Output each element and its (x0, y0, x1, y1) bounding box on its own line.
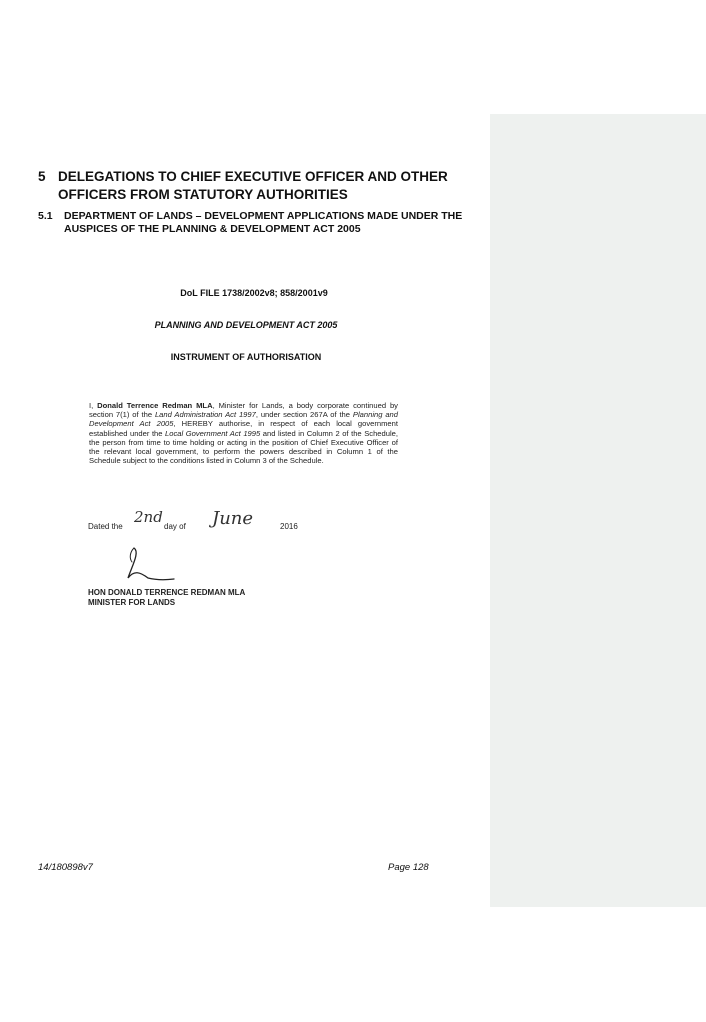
section-title: DELEGATIONS TO CHIEF EXECUTIVE OFFICER AND OTHER OFFICERS FROM STATUTORY AUTHORITIES (58, 169, 448, 202)
body-text: , HEREBY authorise, in respect of each local government established under the (89, 419, 398, 438)
subsection-title: DEPARTMENT OF LANDS – DEVELOPMENT APPLICATIONS MADE UNDER THE AUSPICES OF THE PLANNING & DEVELOPMENT ACT 2005 (64, 210, 463, 235)
signatory-title: MINISTER FOR LANDS (88, 598, 176, 607)
act-reference: Land Administration Act 1997 (154, 410, 256, 420)
signatory-block (88, 588, 245, 608)
instrument-title: INSTRUMENT OF AUTHORISATION (170, 352, 322, 362)
scanned-instrument (86, 282, 406, 622)
comment-pane (490, 114, 706, 907)
file-reference: DoL FILE 1738/2002v8; 858/2001v9 (180, 288, 328, 298)
body-text: , Minister for Lands, a body corporate continued by section 7(1) of the (89, 401, 398, 420)
act-reference: Local Government Act 1995 (165, 428, 261, 438)
subsection-number: 5.1 (38, 210, 53, 222)
body-text: and listed in Column 2 of the Schedule, the person from time to time holding or acting in the position of Chief Executive Officer of the relevant local government, to perform the powers described in Column 1 of the Schedule subject to the conditions listed in Column 3 of the Schedule. (89, 428, 398, 466)
signature-icon (126, 544, 176, 584)
section-heading (38, 168, 458, 204)
act-title: PLANNING AND DEVELOPMENT ACT 2005 (154, 320, 338, 330)
minister-name: Donald Terrence Redman MLA (97, 401, 213, 410)
body-text: , under section 267A of the (255, 410, 353, 420)
authorisation-paragraph (89, 401, 398, 465)
footer-doc-ref: 14/180898v7 (38, 862, 93, 873)
day-of-label: day of (164, 522, 186, 531)
act-reference: Planning and Development Act 2005 (89, 410, 398, 429)
subsection-heading (38, 210, 468, 236)
year: 2016 (280, 522, 298, 531)
body-text: I, (89, 401, 98, 410)
handwritten-day: 2nd (134, 508, 163, 526)
dated-label: Dated the (88, 522, 123, 531)
signatory-name: HON DONALD TERRENCE REDMAN MLA (88, 588, 246, 597)
footer-page-number: Page 128 (388, 862, 429, 873)
handwritten-month: June (212, 508, 254, 529)
section-number: 5 (38, 169, 46, 184)
